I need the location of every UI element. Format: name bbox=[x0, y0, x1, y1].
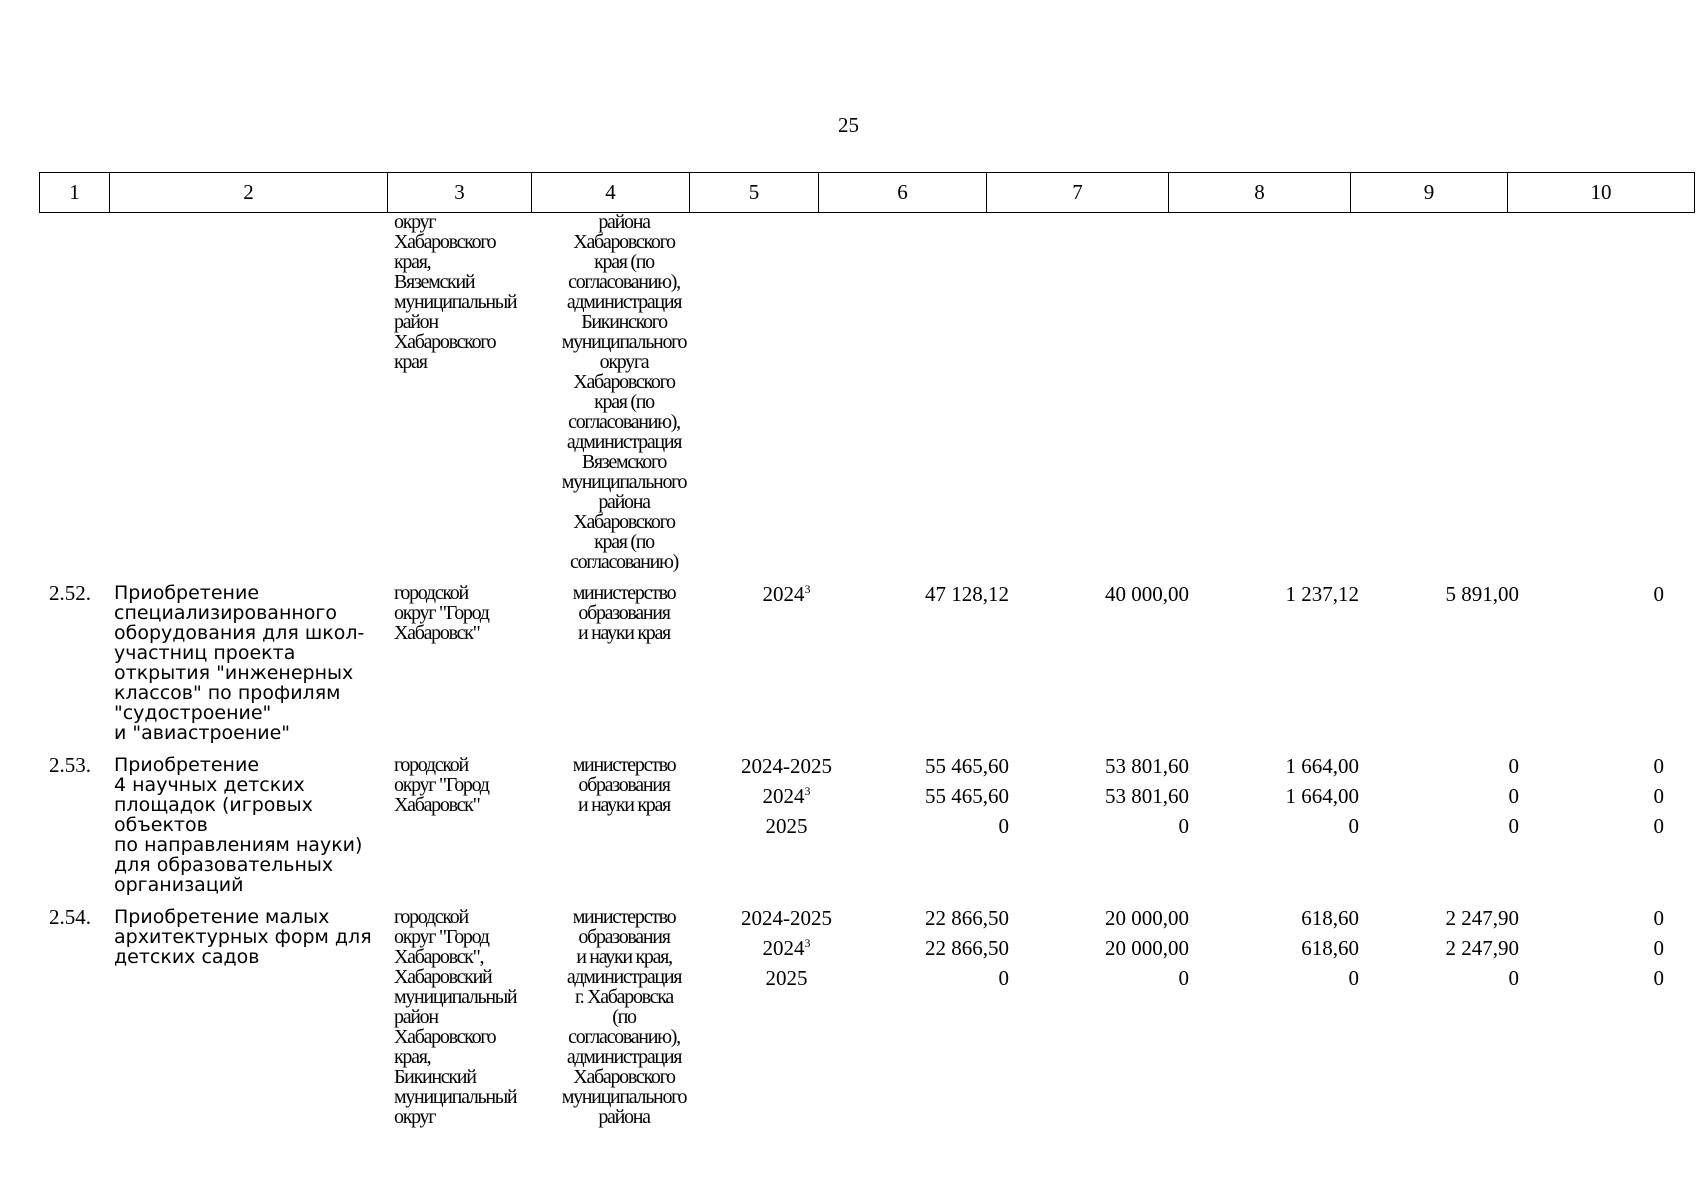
text-line: образования bbox=[578, 774, 670, 796]
text-line: согласованию) bbox=[570, 551, 678, 573]
text-line: Хабаровского bbox=[573, 231, 675, 253]
text-line: специализированного bbox=[114, 602, 338, 624]
other-sources-cell bbox=[1529, 907, 1664, 997]
year-text: 2025 bbox=[765, 814, 808, 838]
header-col-2: 2 bbox=[110, 173, 388, 212]
text-line: 0 bbox=[1178, 814, 1189, 838]
executor-cell bbox=[394, 755, 534, 815]
text-line: район bbox=[394, 311, 438, 333]
text-line: 618,60 bbox=[1301, 936, 1359, 960]
text-line: министерство bbox=[572, 906, 676, 928]
text-line: 20 000,00 bbox=[1105, 936, 1189, 960]
total-cell bbox=[854, 583, 1009, 613]
years-cell bbox=[694, 583, 879, 613]
text-line: округ "Город bbox=[394, 774, 489, 796]
text-line: 47 128,12 bbox=[925, 582, 1009, 606]
text-line: по направлениям науки) bbox=[114, 834, 363, 856]
local-budget-cell bbox=[1369, 907, 1519, 997]
responsible-cell bbox=[529, 755, 719, 815]
year-value bbox=[694, 937, 879, 967]
table-header bbox=[39, 172, 1695, 213]
year-text: 2024-2025 bbox=[741, 754, 832, 778]
text-line: 22 866,50 bbox=[925, 936, 1009, 960]
local-budget-cell bbox=[1369, 755, 1519, 845]
text-line: 0 bbox=[1653, 966, 1664, 990]
text-line: "судостроение" bbox=[114, 702, 272, 724]
text-line: 20 000,00 bbox=[1105, 906, 1189, 930]
federal-budget-cell bbox=[1029, 755, 1189, 845]
other-sources-cell bbox=[1529, 583, 1664, 613]
text-line: района bbox=[598, 211, 650, 233]
header-col-5: 5 bbox=[690, 173, 819, 212]
text-line: и науки края, bbox=[576, 946, 672, 968]
row-number: 2.54. bbox=[49, 905, 91, 929]
header-col-4: 4 bbox=[532, 173, 690, 212]
text-line: детских садов bbox=[114, 946, 260, 968]
text-line: район bbox=[394, 1006, 438, 1028]
year-text: 2024 bbox=[762, 582, 805, 606]
text-line: Хабаровского bbox=[394, 231, 496, 253]
text-line: площадок (игровых bbox=[114, 794, 313, 816]
year-value bbox=[694, 907, 879, 937]
year-text: 2024 bbox=[762, 936, 805, 960]
years-cell bbox=[694, 907, 879, 997]
regional-budget-cell bbox=[1199, 583, 1359, 613]
text-line: округ bbox=[394, 211, 436, 233]
text-line: администрация bbox=[566, 431, 682, 453]
total-cell bbox=[854, 755, 1009, 845]
measure-name bbox=[114, 583, 384, 743]
text-line: 0 bbox=[1508, 814, 1519, 838]
text-line: городской bbox=[394, 906, 468, 928]
text-line: 53 801,60 bbox=[1105, 754, 1189, 778]
text-line: края, bbox=[394, 251, 431, 273]
text-line: классов" по профилям bbox=[114, 682, 341, 704]
text-line: Бикинского bbox=[581, 311, 667, 333]
text-line: согласованию), bbox=[568, 1026, 680, 1048]
text-line: Бикинский bbox=[394, 1066, 476, 1088]
text-line: округ bbox=[394, 1106, 436, 1128]
text-line: Хабаровск" bbox=[394, 794, 480, 816]
text-line: 0 bbox=[1348, 814, 1359, 838]
text-line: 1 664,00 bbox=[1285, 784, 1359, 808]
page-number: 25 bbox=[838, 113, 859, 137]
year-text: 2024 bbox=[762, 784, 805, 808]
text-line: Хабаровского bbox=[573, 1066, 675, 1088]
header-col-8: 8 bbox=[1169, 173, 1351, 212]
header-col-6: 6 bbox=[819, 173, 987, 212]
total-cell bbox=[854, 907, 1009, 997]
executor-cell bbox=[394, 907, 534, 1127]
text-line: 53 801,60 bbox=[1105, 784, 1189, 808]
text-line: 55 465,60 bbox=[925, 754, 1009, 778]
text-line: 0 bbox=[1178, 966, 1189, 990]
text-line: Хабаровского bbox=[394, 331, 496, 353]
year-value bbox=[694, 583, 879, 613]
text-line: 0 bbox=[1348, 966, 1359, 990]
text-line: Приобретение малых bbox=[114, 906, 330, 928]
text-line: муниципальный bbox=[394, 1086, 517, 1108]
text-line: и "авиастроение" bbox=[114, 722, 291, 744]
header-col-7: 7 bbox=[987, 173, 1169, 212]
text-line: 5 891,00 bbox=[1445, 582, 1519, 606]
text-line: организаций bbox=[114, 874, 244, 896]
other-sources-cell bbox=[1529, 755, 1664, 845]
text-line: 0 bbox=[1653, 936, 1664, 960]
text-line: края, bbox=[394, 1046, 431, 1068]
text-line: района bbox=[598, 491, 650, 513]
text-line: министерство bbox=[572, 754, 676, 776]
regional-budget-cell bbox=[1199, 907, 1359, 997]
row-number: 2.52. bbox=[49, 581, 91, 605]
text-line: 0 bbox=[1508, 754, 1519, 778]
text-line: округ "Город bbox=[394, 926, 489, 948]
text-line: 1 237,12 bbox=[1285, 582, 1359, 606]
text-line: администрация bbox=[566, 291, 682, 313]
text-line: 0 bbox=[1653, 906, 1664, 930]
responsible-cell bbox=[529, 907, 719, 1127]
text-line: объектов bbox=[114, 814, 208, 836]
header-col-3: 3 bbox=[388, 173, 532, 212]
text-line: муниципальный bbox=[394, 291, 517, 313]
text-line: Приобретение bbox=[114, 582, 260, 604]
text-line: Хабаровского bbox=[573, 511, 675, 533]
footnote-mark: 3 bbox=[804, 784, 811, 798]
year-value bbox=[694, 785, 879, 815]
local-budget-cell bbox=[1369, 583, 1519, 613]
footnote-mark: 3 bbox=[804, 936, 811, 950]
text-line: Хабаровского bbox=[394, 1026, 496, 1048]
text-line: 0 bbox=[998, 814, 1009, 838]
footnote-mark: 3 bbox=[804, 582, 811, 596]
text-line: администрация bbox=[566, 966, 682, 988]
text-line: образования bbox=[578, 602, 670, 624]
text-line: оборудования для школ- bbox=[114, 622, 365, 644]
text-line: 0 bbox=[1653, 814, 1664, 838]
text-line: округ "Город bbox=[394, 602, 489, 624]
federal-budget-cell bbox=[1029, 583, 1189, 613]
header-col-9: 9 bbox=[1351, 173, 1508, 212]
text-line: 40 000,00 bbox=[1105, 582, 1189, 606]
text-line: г. Хабаровска bbox=[575, 986, 673, 1008]
text-line: 1 664,00 bbox=[1285, 754, 1359, 778]
year-value bbox=[694, 755, 879, 785]
text-line: района bbox=[598, 1106, 650, 1128]
text-line: Приобретение bbox=[114, 754, 260, 776]
responsible-cell bbox=[529, 583, 719, 643]
text-line: муниципального bbox=[561, 331, 687, 353]
text-line: администрация bbox=[566, 1046, 682, 1068]
text-line: согласованию), bbox=[568, 271, 680, 293]
measure-name bbox=[114, 755, 384, 895]
text-line: 22 866,50 bbox=[925, 906, 1009, 930]
text-line: 0 bbox=[1653, 754, 1664, 778]
regional-budget-cell bbox=[1199, 755, 1359, 845]
text-line: для образовательных bbox=[114, 854, 334, 876]
text-line: округа bbox=[599, 351, 649, 373]
row-number: 2.53. bbox=[49, 753, 91, 777]
text-line: Вяземский bbox=[394, 271, 475, 293]
text-line: муниципальный bbox=[394, 986, 517, 1008]
text-line: 55 465,60 bbox=[925, 784, 1009, 808]
responsible-cell bbox=[529, 212, 719, 572]
year-text: 2024-2025 bbox=[741, 906, 832, 930]
text-line: 0 bbox=[1508, 784, 1519, 808]
text-line: городской bbox=[394, 582, 468, 604]
text-line: Хабаровск", bbox=[394, 946, 484, 968]
text-line: согласованию), bbox=[568, 411, 680, 433]
years-cell bbox=[694, 755, 879, 845]
text-line: 0 bbox=[1653, 582, 1664, 606]
text-line: края bbox=[394, 351, 427, 373]
text-line: образования bbox=[578, 926, 670, 948]
text-line: и науки края bbox=[578, 622, 670, 644]
text-line: Хабаровского bbox=[573, 371, 675, 393]
text-line: городской bbox=[394, 754, 468, 776]
text-line: участниц проекта bbox=[114, 642, 296, 664]
text-line: муниципального bbox=[561, 471, 687, 493]
measure-name bbox=[114, 907, 384, 967]
text-line: 0 bbox=[1653, 784, 1664, 808]
text-line: 0 bbox=[1508, 966, 1519, 990]
text-line: края (по bbox=[594, 391, 654, 413]
executor-cell bbox=[394, 583, 534, 643]
text-line: муниципального bbox=[561, 1086, 687, 1108]
text-line: 0 bbox=[998, 966, 1009, 990]
text-line: (по bbox=[612, 1006, 636, 1028]
text-line: 2 247,90 bbox=[1445, 936, 1519, 960]
header-col-10: 10 bbox=[1508, 173, 1695, 212]
text-line: 4 научных детских bbox=[114, 774, 305, 796]
text-line: открытия "инженерных bbox=[114, 662, 354, 684]
header-col-1: 1 bbox=[40, 173, 110, 212]
year-value bbox=[694, 815, 879, 845]
executor-cell bbox=[394, 212, 534, 372]
text-line: архитектурных форм для bbox=[114, 926, 372, 948]
text-line: края (по bbox=[594, 251, 654, 273]
text-line: и науки края bbox=[578, 794, 670, 816]
text-line: министерство bbox=[572, 582, 676, 604]
text-line: края (по bbox=[594, 531, 654, 553]
text-line: Вяземского bbox=[581, 451, 667, 473]
year-text: 2025 bbox=[765, 966, 808, 990]
text-line: Хабаровск" bbox=[394, 622, 480, 644]
text-line: Хабаровский bbox=[394, 966, 492, 988]
text-line: 2 247,90 bbox=[1445, 906, 1519, 930]
text-line: 618,60 bbox=[1301, 906, 1359, 930]
federal-budget-cell bbox=[1029, 907, 1189, 997]
year-value bbox=[694, 967, 879, 997]
